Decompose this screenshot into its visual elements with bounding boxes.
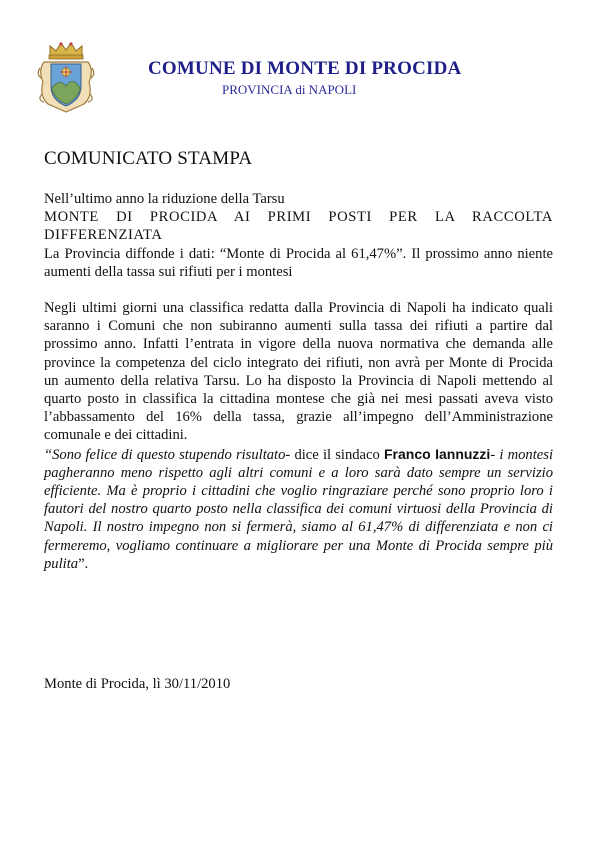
organization-name: COMUNE DI MONTE DI PROCIDA (148, 58, 462, 79)
quote-part-2: - i montesi pagheranno meno rispetto agli altri comuni e a loro sarà dato sempre un servizio efficiente. Ma è proprio i cittadini che voglio ringraziare perché sono proprio loro i fautori del nostro quarto posto nella classifica dei comuni virtuosi della Provincia di Napoli. Il nostro impegno non si fermerà, siamo al 61,47% di differenziata e non ci fermeremo, vogliamo continuare a migliorare per una Monte di Procida sempre più pulita (44, 446, 553, 572)
headline: MONTE DI PROCIDA AI PRIMI POSTI PER LA RACCOLTA DIFFERENZIATA (44, 209, 553, 244)
organization-province: PROVINCIA di NAPOLI (222, 82, 357, 97)
quote-open-mark: “ (44, 446, 53, 463)
mayor-name: Franco Iannuzzi (384, 445, 491, 462)
subheadline: La Provincia diffonde i dati: “Monte di Procida al 61,47%”. Il prossimo anno niente aumenti della tassa sui rifiuti per i montesi (44, 245, 553, 280)
coat-of-arms-icon (36, 40, 96, 114)
kicker: Nell’ultimo anno la riduzione della Tarsu (44, 191, 285, 207)
dateline: Monte di Procida, lì 30/11/2010 (44, 676, 231, 692)
quote-part-1: Sono felice di questo stupendo risultato (52, 446, 286, 463)
quote-close-mark: ”. (78, 555, 89, 572)
mayor-quote (44, 445, 553, 573)
body-paragraph: Negli ultimi giorni una classifica redatta dalla Provincia di Napoli ha indicato quali saranno i Comuni che non subiranno aumenti sulla tassa dei rifiuti a partire dal prossimo anno. Infatti l’entrata in vigore della nuova normativa che demanda alle province la competenza del ciclo integrato dei rifiuti, non avrà per Monte di Procida un aumento della relativa Tarsu. Lo ha disposto la Provincia di Napoli mettendo al quarto posto in classifica la cittadina montese che già nei mesi passati aveva visto l’abbassamento del 16% della tassa, grazie all’impegno dell’Amministrazione comunale e dei cittadini. (44, 300, 553, 444)
quote-attribution: - dice il sindaco (285, 446, 384, 463)
press-release-content (44, 190, 553, 573)
document-title: COMUNICATO STAMPA (44, 148, 253, 169)
